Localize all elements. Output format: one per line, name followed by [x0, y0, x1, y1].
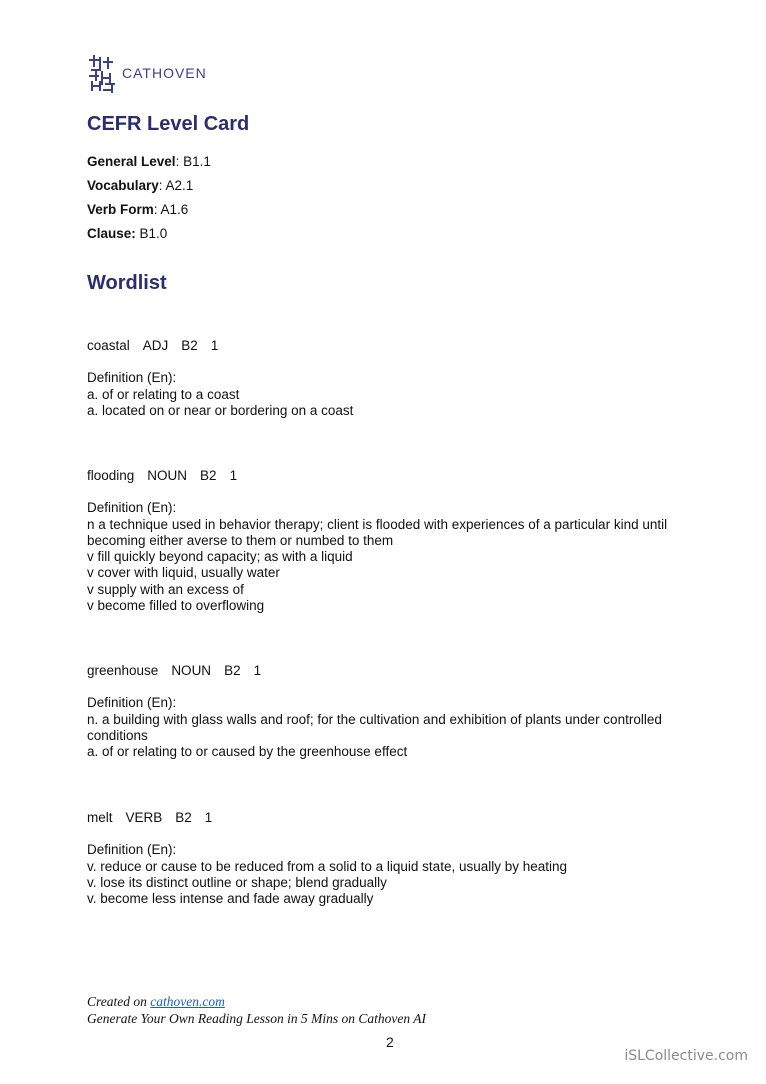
row-value: : A2.1 [158, 178, 194, 193]
row-value: B1.0 [135, 226, 168, 241]
entry-header [87, 810, 707, 826]
footer-created-prefix: Created on [87, 994, 151, 1009]
definition-label: Definition (En): [87, 500, 177, 516]
row-label: General Level [87, 154, 176, 169]
entry-header [87, 338, 707, 354]
footer-created-line [87, 993, 426, 1010]
entry-level: B2 [200, 468, 217, 483]
word-entry [87, 663, 707, 760]
logo-wordmark: CATHOVEN [122, 65, 207, 81]
definition-line: v become filled to overflowing [87, 598, 265, 614]
row-value: : B1.1 [175, 154, 211, 169]
entry-count: 1 [229, 468, 238, 483]
entry-pos: VERB [125, 810, 163, 825]
definition-line: v. become less intense and fade away gradually [87, 891, 374, 907]
entry-header [87, 663, 707, 679]
definition-line: v cover with liquid, usually water [87, 565, 280, 581]
row-label: Verb Form [87, 202, 154, 217]
row-label: Vocabulary [87, 178, 159, 193]
definition-line: v. lose its distinct outline or shape; blend gradually [87, 874, 387, 890]
entry-count: 1 [204, 810, 213, 825]
entry-level: B2 [181, 338, 198, 353]
entry-word: melt [87, 810, 113, 825]
row-value: : A1.6 [153, 202, 189, 217]
entry-word: coastal [87, 338, 130, 353]
definition-line: v supply with an excess of [87, 581, 244, 597]
definition-label: Definition (En): [87, 370, 177, 386]
clause-row [87, 226, 167, 241]
entry-count: 1 [210, 338, 219, 353]
definition-line: n a technique used in behavior therapy; client is flooded with experiences of a particular kind until becoming either averse to them or numbed to them [87, 516, 668, 548]
page-number: 2 [386, 1034, 394, 1050]
cefr-title: CEFR Level Card [87, 113, 250, 135]
watermark: iSLCollective.com [624, 1048, 748, 1064]
entry-word: greenhouse [87, 663, 159, 678]
definition-line: v fill quickly beyond capacity; as with a liquid [87, 549, 353, 565]
definition-line: a. of or relating to a coast [87, 386, 240, 402]
cathoven-logo [86, 52, 207, 94]
row-label: Clause: [87, 226, 136, 241]
wordlist-title: Wordlist [87, 272, 167, 294]
word-entry [87, 338, 707, 419]
definition-label: Definition (En): [87, 695, 177, 711]
cathoven-link[interactable]: cathoven.com [150, 994, 225, 1009]
footer-tagline: Generate Your Own Reading Lesson in 5 Mins on Cathoven AI [87, 1011, 426, 1026]
definition-line: v. reduce or cause to be reduced from a solid to a liquid state, usually by heating [87, 858, 568, 874]
word-entry [87, 468, 707, 614]
entry-level: B2 [224, 663, 241, 678]
vocabulary-row [87, 178, 193, 193]
entry-header [87, 468, 707, 484]
footer [87, 993, 426, 1027]
definition-line: a. of or relating to or caused by the greenhouse effect [87, 744, 408, 760]
entry-word: flooding [87, 468, 135, 483]
definition-line: n. a building with glass walls and roof; for the cultivation and exhibition of plants under controlled conditions [87, 711, 662, 743]
cathoven-logo-icon [86, 52, 118, 94]
general-level-row [87, 154, 211, 169]
verb-form-row [87, 202, 188, 217]
entry-count: 1 [253, 663, 262, 678]
entry-level: B2 [175, 810, 192, 825]
word-entry [87, 810, 707, 907]
entry-pos: ADJ [142, 338, 169, 353]
entry-pos: NOUN [171, 663, 212, 678]
definition-line: a. located on or near or bordering on a coast [87, 402, 354, 418]
definition-label: Definition (En): [87, 842, 177, 858]
entry-pos: NOUN [147, 468, 188, 483]
